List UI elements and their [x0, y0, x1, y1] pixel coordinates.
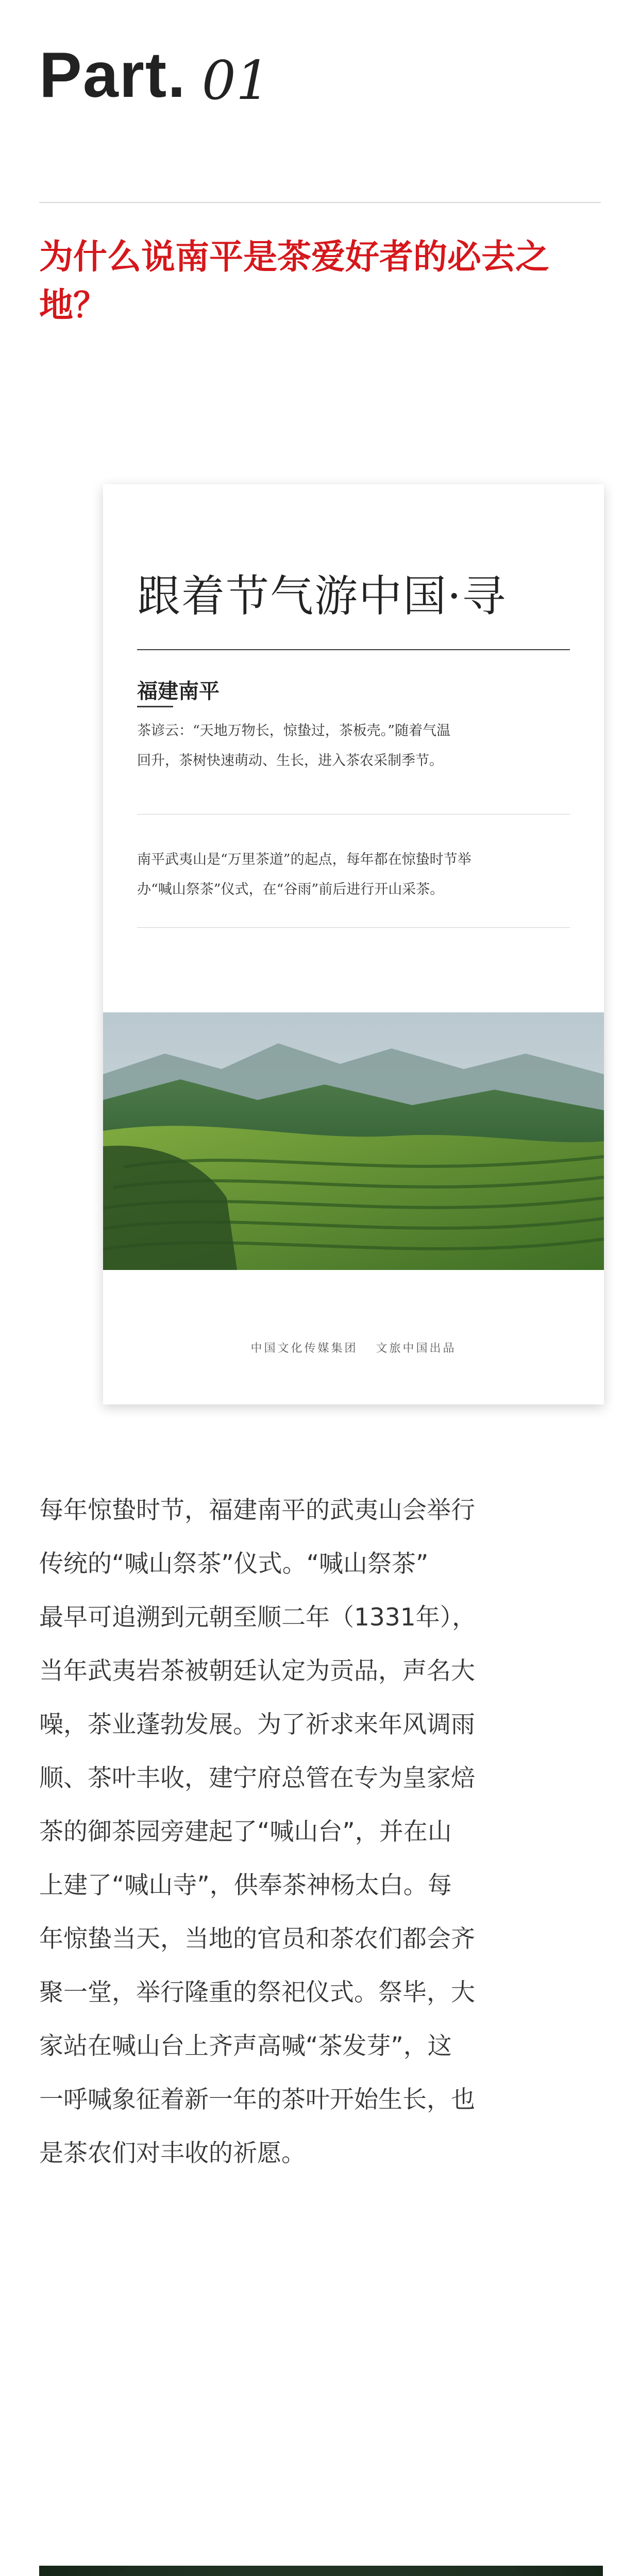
text-line: 茶谚云：“天地万物长，惊蛰过，茶板壳。”随着气温	[137, 723, 451, 739]
intro-poster	[103, 484, 604, 1404]
text-line: 噪，茶业蓬勃发展。为了祈求来年风调雨	[39, 1710, 475, 1739]
poster-divider	[137, 814, 570, 815]
text-line: 茶的御茶园旁建起了“喊山台”，并在山	[39, 1818, 452, 1846]
section-question: 为什么说南平是茶爱好者的必去之地？	[39, 237, 549, 325]
text-line: 顺、茶叶丰收，建宁府总管在专为皇家焙	[39, 1764, 475, 1792]
poster-divider	[137, 927, 570, 928]
text-line: 每年惊蛰时节，福建南平的武夷山会举行	[39, 1496, 475, 1524]
text-line: 聚一堂，举行隆重的祭祀仪式。祭毕，大	[39, 1978, 475, 2007]
poster-rule	[137, 649, 570, 650]
tea-leaf-background	[39, 2566, 603, 2576]
text-line: 回升，茶树快速萌动、生长，进入茶农采制季节。	[137, 753, 443, 769]
location-underline	[137, 706, 173, 707]
text-line: 当年武夷岩茶被朝廷认定为贡品，声名大	[39, 1657, 475, 1685]
poster-location: 福建南平	[137, 679, 220, 703]
text-line: 办“喊山祭茶”仪式，在“谷雨”前后进行开山采茶。	[137, 882, 444, 897]
text-line: 传统的“喊山祭茶”仪式。“喊山祭茶”	[39, 1550, 429, 1578]
text-line: 家站在喊山台上齐声高喊“茶发芽”，这	[39, 2032, 452, 2060]
text-line: 年惊蛰当天，当地的官员和茶农们都会齐	[39, 1925, 475, 1953]
part-heading	[39, 40, 271, 112]
body-paragraph-1	[39, 1484, 601, 2180]
text-line: 一呼喊象征着新一年的茶叶开始生长，也	[39, 2086, 475, 2114]
tea-plantation-photo	[103, 1012, 604, 1270]
poster-title: 跟着节气游中国·寻	[137, 571, 507, 621]
part-number: 01	[201, 49, 271, 112]
poster-text-2	[137, 845, 570, 905]
places-poster	[39, 2566, 603, 2576]
text-line: 最早可追溯到元朝至顺二年（1331年），	[39, 1603, 477, 1632]
poster-footer: 中国文化传媒集团 文旅中国出品	[250, 1342, 457, 1355]
text-line: 南平武夷山是“万里茶道”的起点，每年都在惊蛰时节举	[137, 852, 471, 868]
text-line: 是茶农们对丰收的祈愿。	[39, 2139, 306, 2167]
part-label: Part.	[39, 40, 187, 111]
text-line: 上建了“喊山寺”，供奉茶神杨太白。每	[39, 1871, 452, 1900]
divider	[39, 202, 601, 203]
poster-text-1	[137, 716, 570, 776]
